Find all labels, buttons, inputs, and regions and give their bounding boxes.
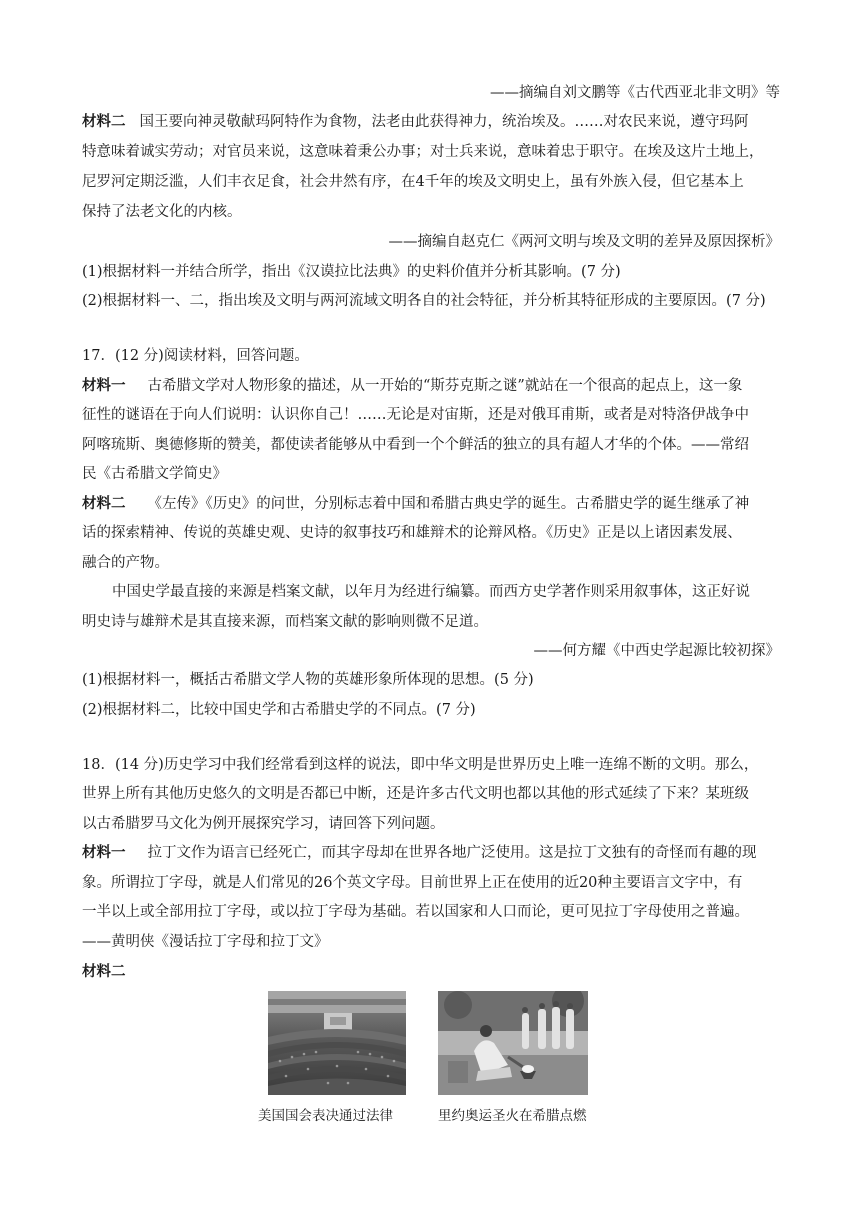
figure-caption: 美国国会表决通过法律 bbox=[258, 1108, 393, 1124]
question-item: (2)根据材料一、二，指出埃及文明与两河流域文明各自的社会特征，并分析其特征形成的主要原因。(7 分) bbox=[82, 293, 766, 309]
material-label: 材料一 bbox=[82, 378, 126, 394]
q18-material1-line-1: 材料一 拉丁文作为语言已经死亡，而其字母却在世界各地广泛使用。这是拉丁文独有的奇怪而有趣的现 bbox=[82, 845, 757, 861]
q17-material1-line-1: 材料一 古希腊文学对人物形象的描述，从一开始的“斯芬克斯之谜”就站在一个很高的起点上，这一象 bbox=[82, 378, 743, 394]
question-item: (2)根据材料二，比较中国史学和古希腊史学的不同点。(7 分) bbox=[82, 702, 476, 718]
figure-caption: 里约奥运圣火在希腊点燃 bbox=[438, 1108, 587, 1124]
q18-material1-line-2: 象。所谓拉丁字母，就是人们常见的26个英文字母。目前世界上正在使用的近20种主要语言文字中，有 bbox=[82, 875, 743, 891]
q16-material2-line-2: 特意味着诚实劳动；对官员来说，这意味着秉公办事；对士兵来说，意味着忠于职守。在埃及这片土地上， bbox=[82, 144, 764, 160]
material-label: 材料二 bbox=[82, 114, 126, 130]
q16-material2-line-3: 尼罗河定期泛滥，人们丰衣足食，社会井然有序，在4千年的埃及文明史上，虽有外族入侵，但它基本上 bbox=[82, 174, 744, 190]
q18-material1-line-3: 一半以上或全部用拉丁字母，或以拉丁字母为基础。若以国家和人口而论，更可见拉丁字母使用之普遍。 bbox=[82, 904, 749, 920]
q16-material2-line-1: 材料二 国王要向神灵敬献玛阿特作为食物，法老由此获得神力，统治埃及。……对农民来说，遵守玛阿 bbox=[82, 114, 749, 130]
q17-material2-line-1: 材料二 《左传》《历史》的问世，分别标志着中国和希腊古典史学的诞生。古希腊史学的诞生继承了神 bbox=[82, 496, 750, 512]
q17-material2-line-2: 话的探索精神、传说的英雄史观、史诗的叙事技巧和雄辩术的论辩风格。《历史》正是以上诸因素发展、 bbox=[82, 525, 742, 541]
q17-material2-para2-line-2: 明史诗与雄辩术是其直接来源，而档案文献的影响则微不足道。 bbox=[82, 614, 488, 630]
q18-material1-line-4: ——黄明侠《漫话拉丁字母和拉丁文》 bbox=[82, 934, 329, 950]
q18-intro-line-3: 以古希腊罗马文化为例开展探究学习，请回答下列问题。 bbox=[82, 816, 445, 832]
question-item: (1)根据材料一并结合所学，指出《汉谟拉比法典》的史料价值并分析其影响。(7 分) bbox=[82, 264, 621, 280]
source-citation: ——摘编自刘文鹏等《古代西亚北非文明》等 bbox=[490, 85, 780, 101]
source-citation: ——何方耀《中西史学起源比较初探》 bbox=[533, 643, 780, 659]
q18-intro-line-2: 世界上所有其他历史悠久的文明是否都已中断，还是许多古代文明也都以其他的形式延续了下来？某班级 bbox=[82, 786, 749, 802]
congress-photo bbox=[268, 991, 406, 1095]
q17-material2-para2-line-1: 中国史学最直接的来源是档案文献，以年月为经进行编纂。而西方史学著作则采用叙事体，这正好说 bbox=[112, 584, 750, 600]
q17-material1-line-3: 阿喀琉斯、奥德修斯的赞美，都使读者能够从中看到一个个鲜活的独立的具有超人才华的个体。——常绍 bbox=[82, 437, 749, 453]
material-label: 材料一 bbox=[82, 845, 126, 861]
question-header: 17．(12 分)阅读材料，回答问题。 bbox=[82, 348, 309, 364]
q18-material2-label bbox=[82, 962, 140, 982]
question-item: (1)根据材料一，概括古希腊文学人物的英雄形象所体现的思想。(5 分) bbox=[82, 672, 534, 688]
q16-material2-line-4: 保持了法老文化的内核。 bbox=[82, 204, 242, 220]
source-citation: ——摘编自赵克仁《两河文明与埃及文明的差异及原因探析》 bbox=[388, 234, 780, 250]
q17-material1-line-2: 征性的谜语在于向人们说明：认识你自己！……无论是对宙斯，还是对俄耳甫斯，或者是对特洛伊战争中 bbox=[82, 407, 749, 423]
olympic-flame-photo bbox=[438, 991, 588, 1095]
q17-material2-line-3: 融合的产物。 bbox=[82, 555, 169, 571]
question-header: 18．(14 分)历史学习中我们经常看到这样的说法，即中华文明是世界历史上唯一连绵不断的文明。那么， bbox=[82, 757, 759, 773]
material-label: 材料二 bbox=[82, 496, 126, 512]
material-label: 材料二 bbox=[82, 964, 126, 980]
q17-material1-line-4: 民《古希腊文学简史》 bbox=[82, 466, 227, 482]
